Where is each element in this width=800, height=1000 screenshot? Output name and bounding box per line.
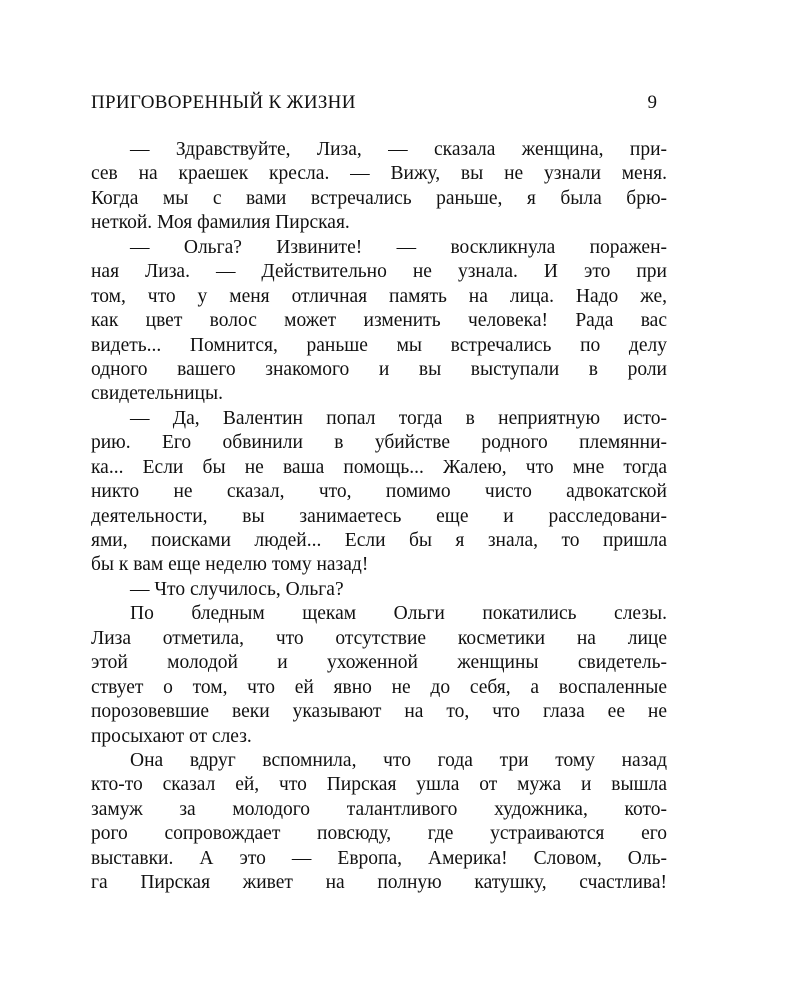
text-line: — Здравствуйте, Лиза, — сказала женщина, при- bbox=[130, 139, 667, 160]
running-title: ПРИГОВОРЕННЫЙ К ЖИЗНИ bbox=[91, 92, 356, 113]
text-line: сев на краешек кресла. — Вижу, вы не узнали меня. bbox=[91, 163, 667, 185]
text-line: просыхают от слез. bbox=[91, 725, 252, 747]
text-body bbox=[91, 138, 667, 896]
text-line: Лиза отметила, что отсутствие косметики на лице bbox=[91, 627, 667, 649]
text-line: По бледным щекам Ольги покатились слезы. bbox=[130, 603, 667, 625]
text-line: Она вдруг вспомнила, что года три тому назад bbox=[130, 749, 667, 771]
text-line: кто-то сказал ей, что Пирская ушла от мужа и вышла bbox=[91, 774, 667, 796]
page-header bbox=[91, 92, 667, 120]
text-line: свидетельницы. bbox=[91, 383, 223, 405]
text-line: видеть... Помнится, раньше мы встречались по делу bbox=[91, 334, 667, 356]
text-line: неткой. Моя фамилия Пирская. bbox=[91, 212, 350, 234]
text-line: ная Лиза. — Действительно не узнала. И это при bbox=[91, 261, 667, 283]
text-line: ями, поисками людей... Если бы я знала, то пришла bbox=[91, 530, 667, 551]
text-line: — Да, Валентин попал тогда в неприятную исто- bbox=[130, 407, 667, 429]
text-line: выставки. А это — Европа, Америка! Словом, Оль- bbox=[91, 847, 667, 869]
text-line: — Что случилось, Ольга? bbox=[130, 578, 344, 600]
text-line: деятельности, вы занимаетесь еще и расследовани- bbox=[91, 505, 667, 527]
text-line: рию. Его обвинили в убийстве родного племянни- bbox=[91, 432, 667, 454]
text-line: ка... Если бы не ваша помощь... Жалею, что мне тогда bbox=[91, 456, 667, 478]
text-line: — Ольга? Извините! — воскликнула поражен- bbox=[130, 236, 667, 258]
text-line: том, что у меня отличная память на лица. Надо же, bbox=[91, 285, 667, 307]
text-line: порозовевшие веки указывают на то, что глаза ее не bbox=[91, 701, 667, 723]
text-line: как цвет волос может изменить человека! Рада вас bbox=[91, 310, 667, 332]
page-number: 9 bbox=[647, 92, 657, 113]
text-line: бы к вам еще неделю тому назад! bbox=[91, 554, 369, 576]
text-line: одного вашего знакомого и вы выступали в роли bbox=[91, 358, 667, 380]
text-line: никто не сказал, что, помимо чисто адвокатской bbox=[91, 481, 667, 503]
text-line: рого сопровождает повсюду, где устраиваются его bbox=[91, 823, 667, 845]
text-line: ствует о том, что ей явно не до себя, а воспаленные bbox=[91, 676, 667, 698]
text-line: га Пирская живет на полную катушку, счастлива! bbox=[91, 872, 667, 894]
text-line: этой молодой и ухоженной женщины свидетель- bbox=[91, 652, 667, 674]
text-line: Когда мы с вами встречались раньше, я была брю- bbox=[91, 187, 667, 209]
text-line: замуж за молодого талантливого художника, кото- bbox=[91, 798, 667, 820]
